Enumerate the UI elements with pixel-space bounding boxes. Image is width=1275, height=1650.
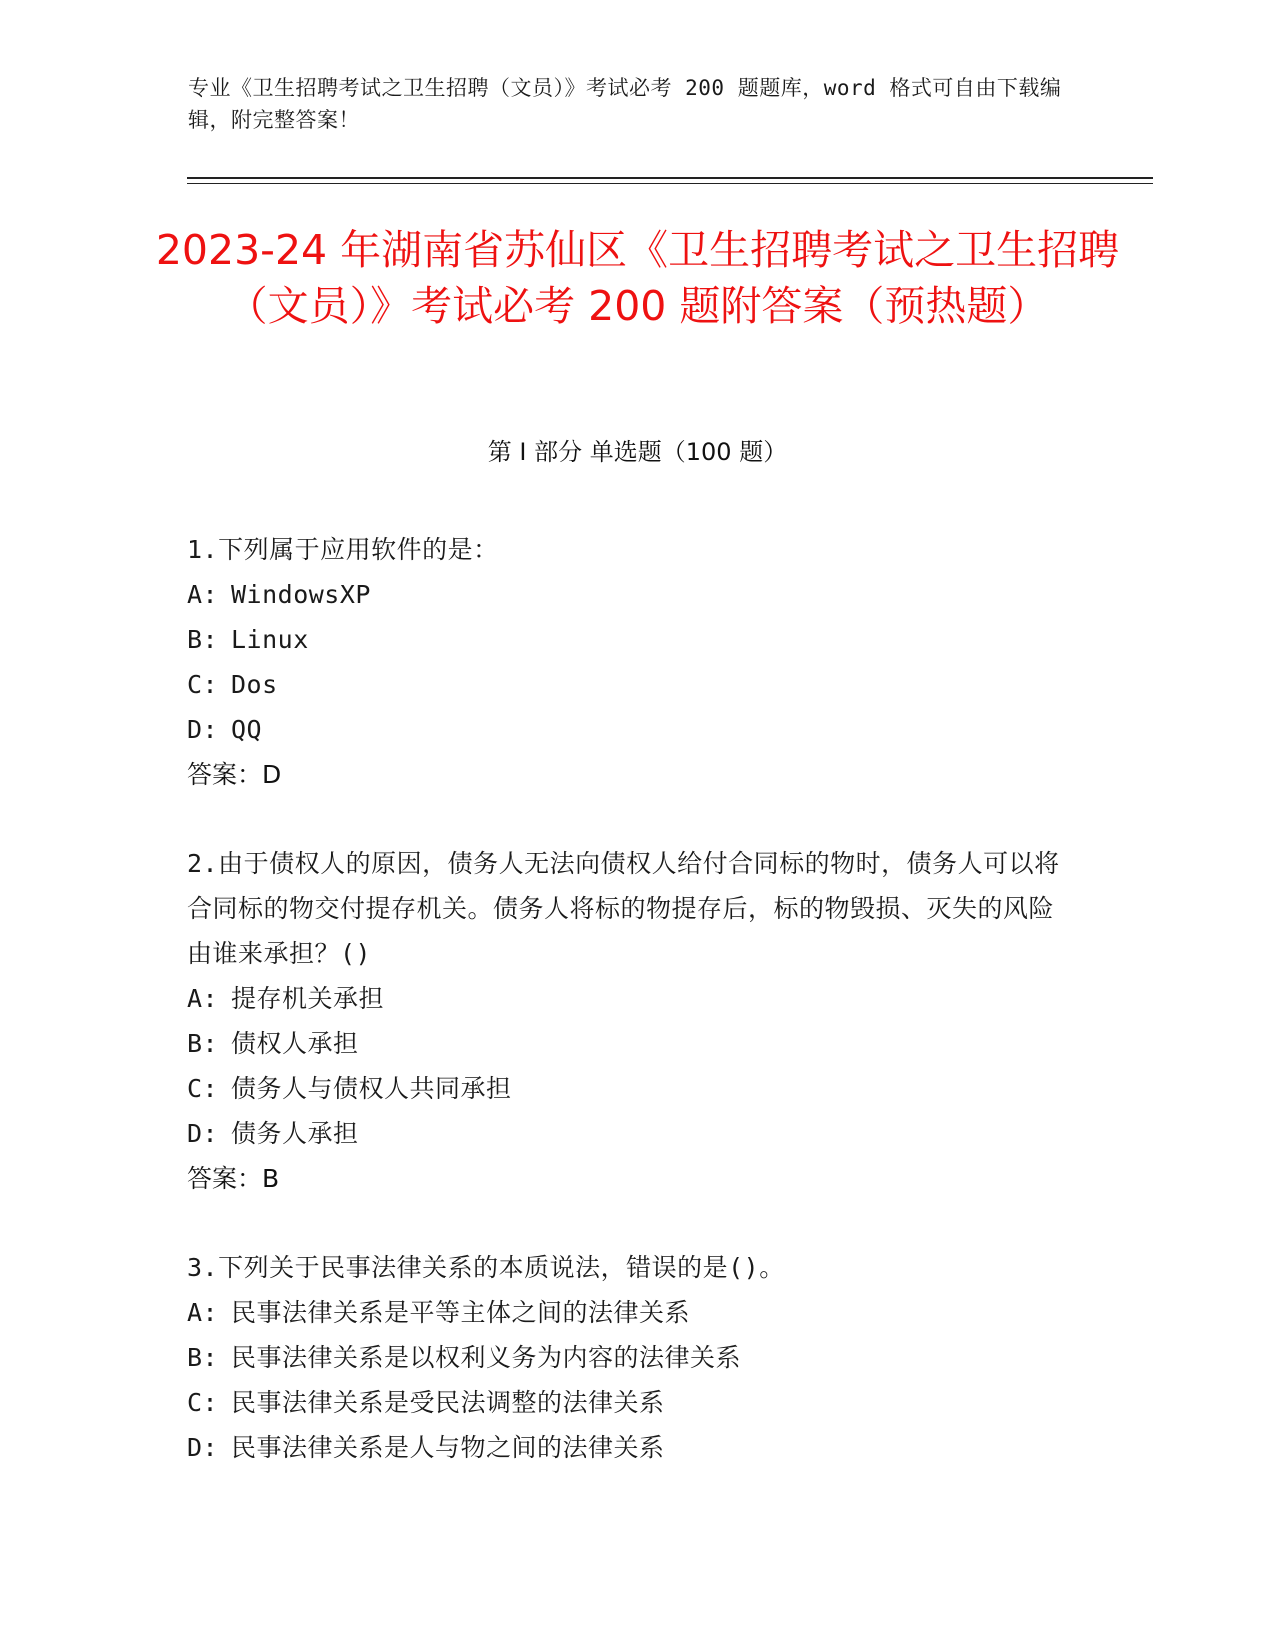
option-letter: B: — [187, 1029, 219, 1058]
question-stem: 3.下列关于民事法律关系的本质说法，错误的是()。 — [187, 1253, 785, 1282]
option-b — [187, 617, 1067, 662]
option-text: 债务人承担 — [231, 1119, 359, 1148]
question-stem: 1.下列属于应用软件的是： — [187, 535, 499, 564]
option-letter: D: — [187, 1119, 219, 1148]
option-letter: C: — [187, 1388, 219, 1417]
option-d — [187, 1425, 1067, 1470]
header-divider-thick — [187, 177, 1153, 179]
header-divider-thin — [187, 183, 1153, 184]
option-letter: D: — [187, 1433, 219, 1462]
option-a — [187, 1290, 1067, 1335]
page-title: 2023-24 年湖南省苏仙区《卫生招聘考试之卫生招聘（文员）》考试必考 200 题附答案（预热题） — [155, 226, 1120, 330]
section-heading: 第 I 部分 单选题（100 题） — [487, 438, 788, 466]
option-c — [187, 1066, 1067, 1111]
option-b — [187, 1021, 1067, 1066]
option-text: 债务人与债权人共同承担 — [231, 1074, 512, 1103]
option-letter: A: — [187, 1298, 219, 1327]
option-b — [187, 1335, 1067, 1380]
question-stem: 2.由于债权人的原因，债务人无法向债权人给付合同标的物时，债务人可以将合同标的物交付提存机关。债务人将标的物提存后，标的物毁损、灭失的风险由谁来承担？() — [187, 849, 1060, 968]
answer-text: 答案：B — [187, 1164, 280, 1193]
option-d — [187, 707, 1067, 752]
option-text: QQ — [231, 715, 263, 744]
option-text: 民事法律关系是受民法调整的法律关系 — [231, 1388, 665, 1417]
option-letter: A: — [187, 580, 219, 609]
question-1 — [187, 527, 1067, 797]
question-3 — [187, 1245, 1067, 1470]
option-letter: C: — [187, 670, 219, 699]
option-text: 民事法律关系是平等主体之间的法律关系 — [231, 1298, 691, 1327]
option-text: WindowsXP — [231, 580, 371, 609]
option-text: 债权人承担 — [231, 1029, 359, 1058]
option-letter: B: — [187, 1343, 219, 1372]
option-letter: B: — [187, 625, 219, 654]
option-a — [187, 572, 1067, 617]
option-letter: A: — [187, 984, 219, 1013]
option-letter: C: — [187, 1074, 219, 1103]
option-letter: D: — [187, 715, 219, 744]
question-list — [187, 527, 1067, 1514]
option-text: 提存机关承担 — [231, 984, 385, 1013]
question-2 — [187, 841, 1067, 1201]
option-text: Linux — [231, 625, 309, 654]
option-text: 民事法律关系是以权利义务为内容的法律关系 — [231, 1343, 742, 1372]
option-text: 民事法律关系是人与物之间的法律关系 — [231, 1433, 665, 1462]
option-c — [187, 1380, 1067, 1425]
option-text: Dos — [231, 670, 278, 699]
option-a — [187, 976, 1067, 1021]
intro-text: 专业《卫生招聘考试之卫生招聘（文员）》考试必考 200 题题库，word 格式可自由下载编辑，附完整答案！ — [188, 76, 1062, 132]
option-c — [187, 662, 1067, 707]
option-d — [187, 1111, 1067, 1156]
answer-text: 答案：D — [187, 760, 282, 789]
